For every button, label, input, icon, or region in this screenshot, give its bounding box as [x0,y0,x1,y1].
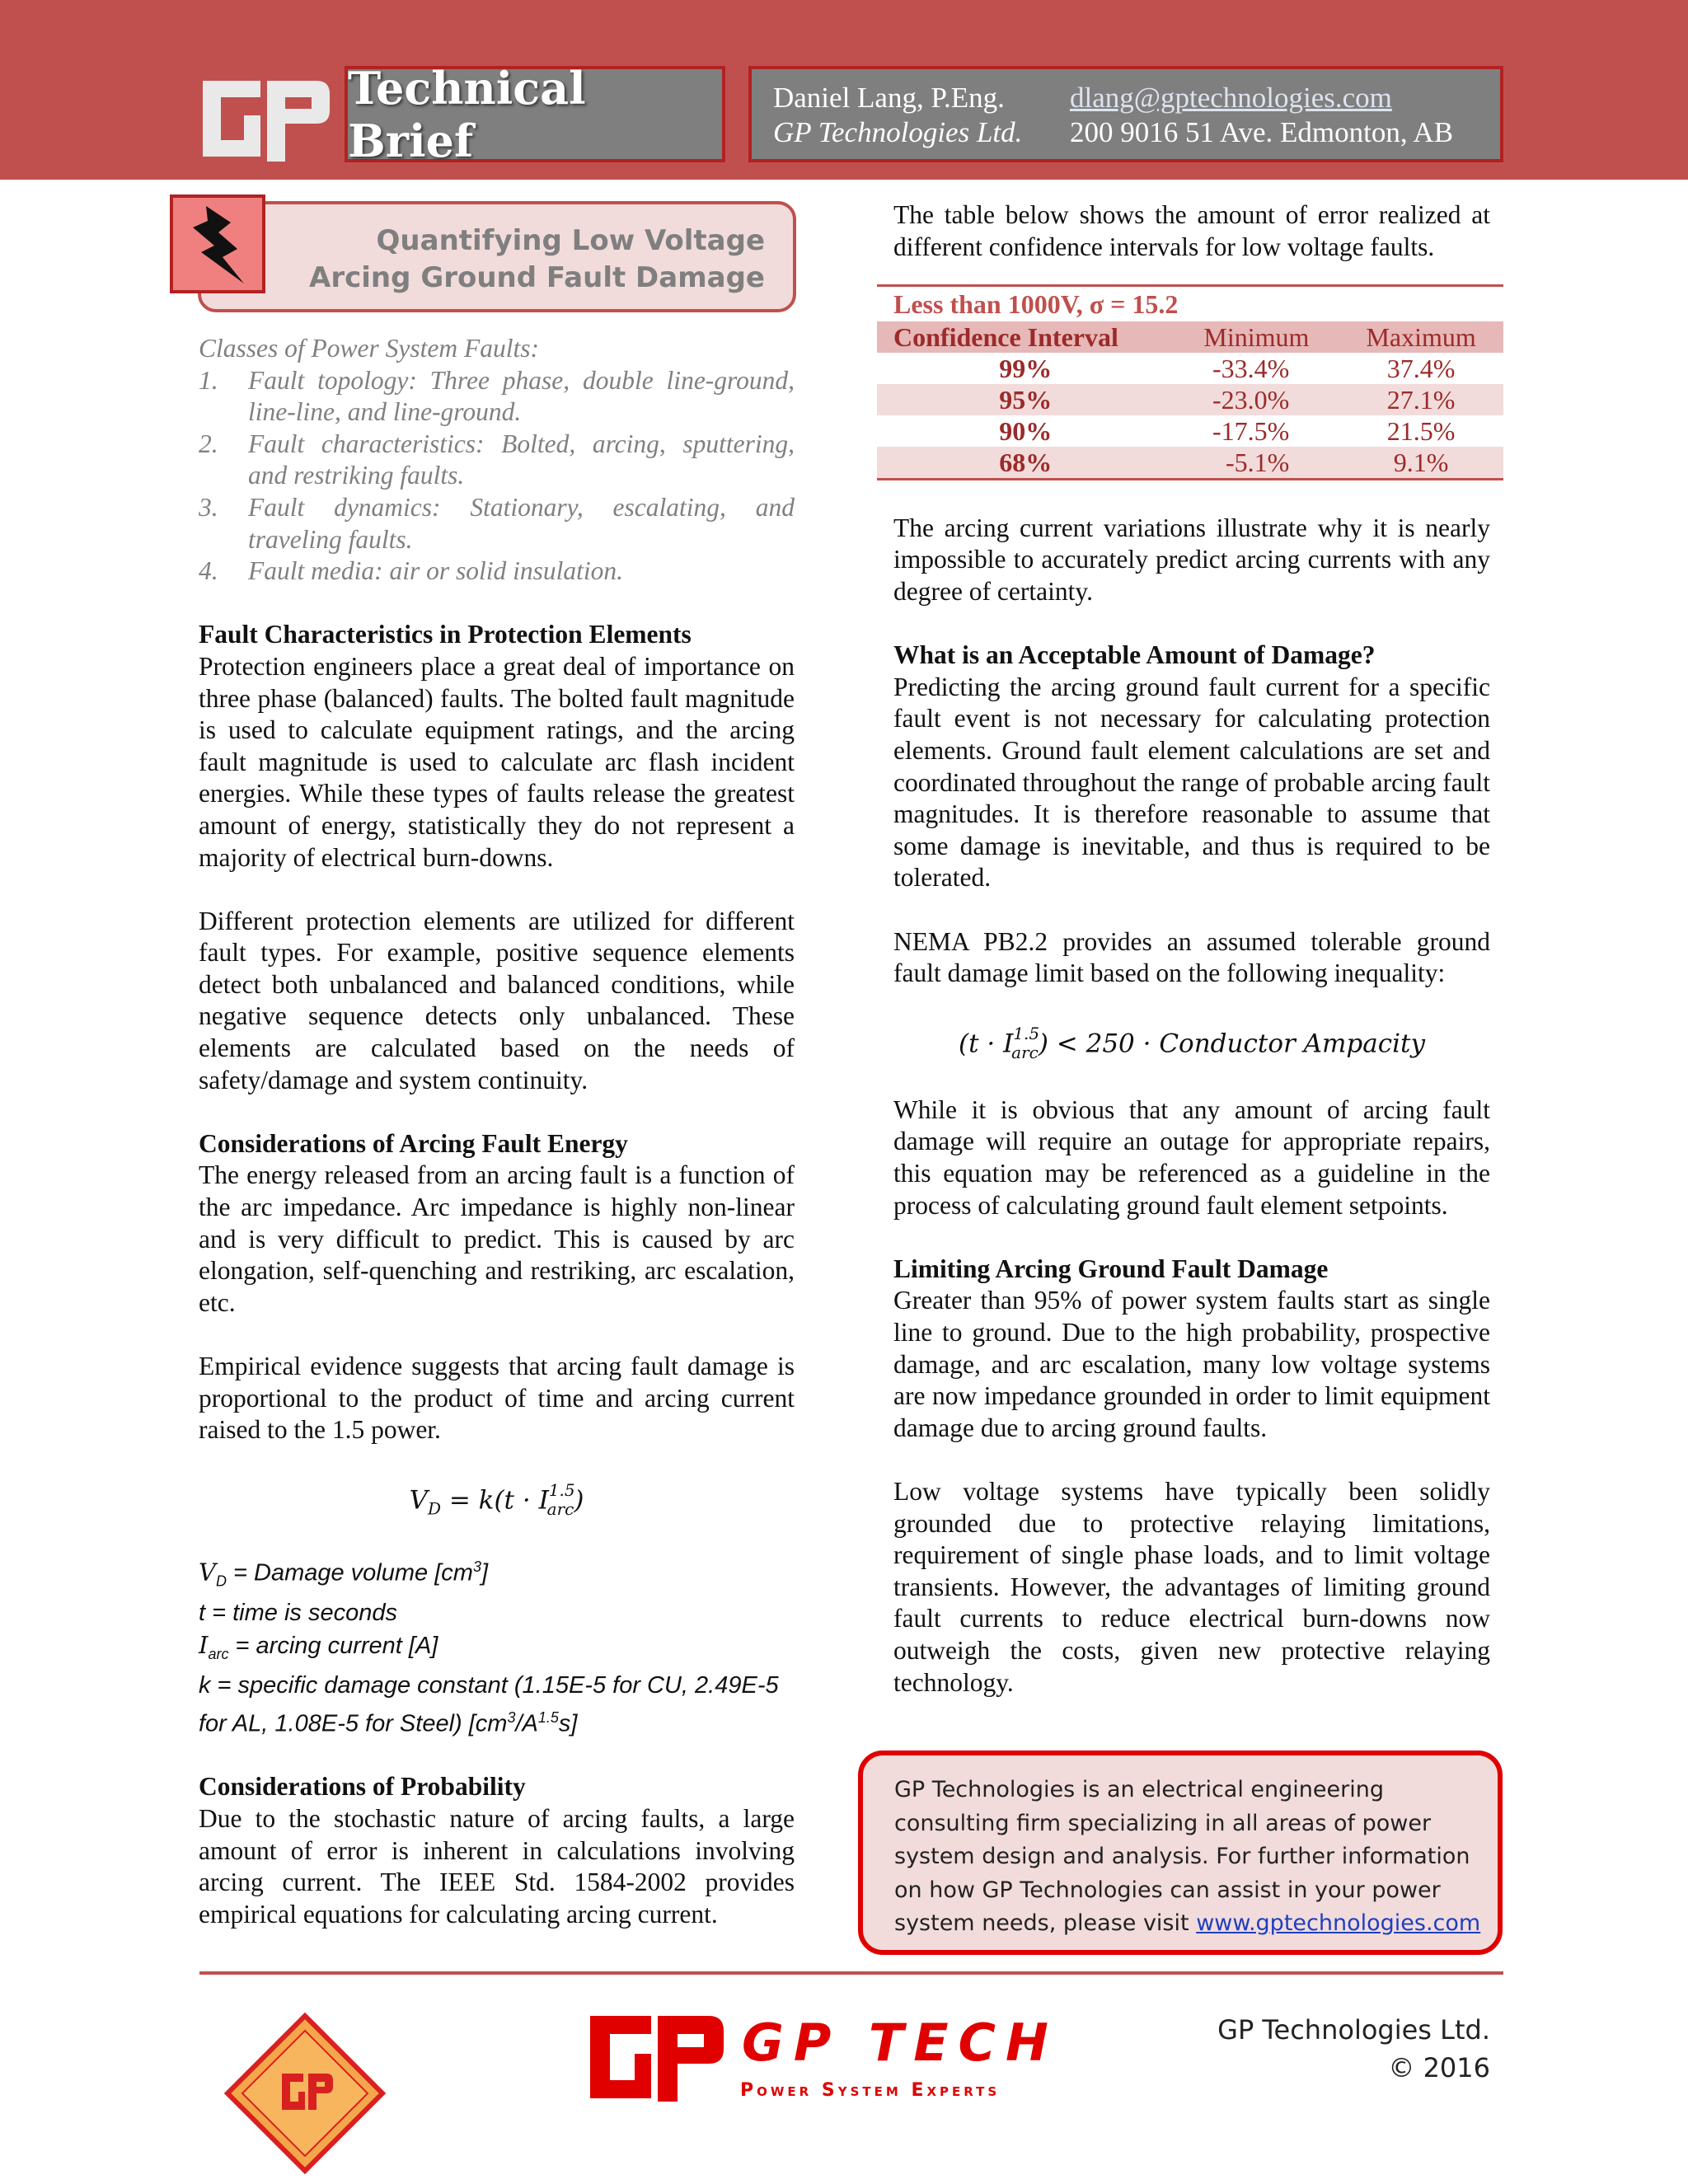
table-cell: 68% [877,447,1175,480]
address: 200 9016 51 Ave. Edmonton, AB [1070,116,1454,148]
lightning-icon-box [170,194,265,293]
footer-divider [199,1971,1503,1975]
def-k [199,1670,795,1740]
section-heading: Fault Characteristics in Protection Elements [199,620,692,649]
eq-sub: D [427,1498,441,1519]
gp-tech-logo-icon [587,2011,725,2105]
footer-copyright: © 2016 [1388,2052,1490,2083]
page-title: Technical Brief [348,61,586,167]
info-text: GP Technologies is an electrical engineering consulting firm specializing in all areas of power system design and analysis. For further information on how GP Technologies can assist in your power system needs, please visit [894,1777,1470,1936]
paragraph: NEMA PB2.2 provides an assumed tolerable ground fault damage limit based on the following inequality: [893,926,1490,988]
author-name: Daniel Lang, P.Eng. [773,82,1005,114]
def-sub: D [215,1572,227,1590]
company-name: GP Technologies Ltd. [773,116,1023,148]
table-title: Less than 1000V, σ = 15.2 [877,286,1503,322]
contact-info [773,81,1453,150]
paragraph: While it is obvious that any amount of arcing fault damage will require an outage for appropriate repairs, this equation may be referenced as a guideline in the process of calculating ground fault element setpoints. [893,1094,1490,1220]
def-text: = arcing current [A] [228,1632,438,1659]
table-row [877,353,1503,384]
footer-company [1217,2011,1490,2087]
gp-logo-icon [198,73,331,163]
eq-symbol: V [409,1485,428,1516]
def-text: /A [515,1710,538,1737]
def-iarc [199,1629,795,1670]
eq-text: ) < 250 · Conductor Ampacity [1038,1029,1426,1059]
section-heading: What is an Acceptable Amount of Damage? [893,640,1376,670]
paragraph: Protection engineers place a great deal of importance on three phase (balanced) faults. The bolted fault magnitude is used to calculate equipment ratings, and the arcing fault magnitude is used to calculate arc flash incident energies. While these types of faults release the greatest amount of energy, statistically they do not represent a majority of electrical burn-downs. [199,651,795,872]
def-symbol: I [199,1630,209,1659]
topic-title [309,223,765,297]
fault-classes-list [199,365,795,588]
topic-line-2: Arcing Ground Fault Damage [309,261,765,294]
paragraph: The arcing current variations illustrate why it is nearly impossible to accurately predict arcing currents with any degree of certainty. [893,513,1490,606]
company-info-text [894,1774,1488,1941]
table-cell: 27.1% [1339,384,1503,415]
confidence-table [877,284,1503,480]
eq-sub: arc [546,1498,574,1519]
table-cell: 90% [999,416,1053,447]
list-number: 4. [199,556,218,586]
technical-brief-box [345,61,725,167]
table-cell: -17.5% [1212,416,1290,447]
list-number: 3. [199,492,218,522]
fault-classes [199,333,795,588]
table-cell: -5.1% [1175,447,1339,480]
def-sup: 3 [507,1708,516,1726]
table-cell: 95% [877,384,1175,415]
def-text: ] [481,1559,489,1586]
eq-text: = k(t · I [441,1485,549,1516]
paragraph: Due to the stochastic nature of arcing faults, a large amount of error is inherent in calculations involving arcing current. The IEEE Std. 1584-2002 provides empirical equations for calculating arcing current. [199,1804,795,1929]
table-row [877,447,1503,480]
def-symbol: V [199,1558,216,1586]
eq-sup: 1.5 [1013,1024,1040,1044]
header-band [0,0,1688,180]
equation-definitions [199,1551,795,1740]
paragraph: Empirical evidence suggests that arcing fault damage is proportional to the product of time and arcing current raised to the 1.5 power. [199,1352,795,1445]
table-header-row [877,321,1503,353]
eq-text: ) [574,1485,584,1516]
def-sup: 3 [472,1558,481,1575]
table-cell: -33.4% [1212,354,1290,384]
left-column [199,333,795,1930]
list-item [199,365,795,429]
topic-line-1: Quantifying Low Voltage [376,224,765,257]
lightning-bolt-icon [173,198,262,290]
paragraph: Greater than 95% of power system faults start as single line to ground. Due to the high probability, prospective damage, and arc escalation, many low voltage systems are now impedance grounded in order to limit equipment damage due to arcing ground faults. [893,1286,1490,1442]
list-text: Fault topology: Three phase, double line-ground, line-line, and line-ground. [248,365,795,427]
def-text: s] [558,1710,578,1737]
paragraph: Low voltage systems have typically been solidly grounded due to protective relaying limitations, requirement of single phase loads, and to limit voltage transients. However, the advantages of limiting ground fault currents to reduce electrical burn-downs now outweigh the costs, given new protective relaying technology. [893,1477,1490,1697]
eq-sup: 1.5 [548,1480,575,1501]
footer-brand: GP TECH [742,2013,1058,2073]
table-row [877,415,1503,447]
paragraph: The energy released from an arcing fault is a function of the arc impedance. Arc impedance is highly non-linear and is very difficult to predict. This is caused by arc elongation, self-quenching and restriking, arc escalation, etc. [199,1160,795,1317]
right-column [893,199,1490,1699]
def-t: t = time is seconds [199,1600,397,1627]
paragraph: Different protection elements are utilized for different fault types. For example, positive sequence elements detect both unbalanced and balanced conditions, while negative sequence detects only unbalanced. These elements are calculated based on the needs of safety/damage and system continuity. [199,906,795,1094]
company-info-box [858,1750,1503,1955]
def-vd [199,1551,795,1597]
def-text: k = specific damage constant (1.15E-5 for CU, 2.49E-5 for AL, 1.08E-5 for Steel) [cm [199,1672,779,1737]
column-header: Maximum [1339,321,1503,353]
section-heading: Considerations of Arcing Fault Energy [199,1128,628,1158]
section-heading: Considerations of Probability [199,1772,526,1802]
paragraph: Predicting the arcing ground fault current for a specific fault event is not necessary for calculating protection elements. Ground fault element calculations are set and coordinated throughout the range of probable arcing fault magnitudes. It is therefore reasonable to assume that some damage is inevitable, and thus is required to be tolerated. [893,672,1490,893]
column-header: Minimum [1175,321,1339,353]
website-link[interactable]: www.gptechnologies.com [1196,1910,1481,1936]
paragraph: The table below shows the amount of error realized at different confidence intervals for low voltage faults. [893,200,1490,261]
celebrating-years-badge-icon [223,2011,387,2176]
footer-company-name: GP Technologies Ltd. [1217,2014,1490,2046]
list-item [199,429,795,492]
table-cell: 21.5% [1386,416,1456,447]
list-number: 1. [199,365,218,395]
eq-text: (t · I [958,1029,1014,1059]
def-sup: 1.5 [537,1708,559,1726]
def-text: = Damage volume [cm [226,1559,473,1586]
table-row [877,384,1503,415]
table-cell: -23.0% [1175,384,1339,415]
list-text: Fault characteristics: Bolted, arcing, sputtering, and restriking faults. [248,429,795,490]
table-title-row [877,286,1503,322]
eq-sub: arc [1011,1042,1039,1062]
table-cell: 37.4% [1386,354,1456,384]
list-number: 2. [199,429,218,458]
list-text: Fault media: air or solid insulation. [248,556,624,586]
list-item [199,555,795,588]
def-sub: arc [208,1645,229,1662]
damage-equation [199,1478,795,1519]
table-cell: 9.1% [1339,447,1503,480]
column-header: Confidence Interval [877,321,1175,353]
contact-box [748,66,1503,162]
section-heading: Limiting Arcing Ground Fault Damage [893,1254,1329,1283]
list-text: Fault dynamics: Stationary, escalating, and traveling faults. [248,492,795,554]
table-cell: 99% [999,354,1053,384]
list-item [199,492,795,555]
nema-inequality [893,1021,1490,1062]
email-link[interactable]: dlang@gptechnologies.com [1070,82,1392,114]
fault-classes-title: Classes of Power System Faults: [199,334,539,363]
footer-tagline: Power System Experts [740,2080,1001,2101]
topic-callout [198,201,796,312]
